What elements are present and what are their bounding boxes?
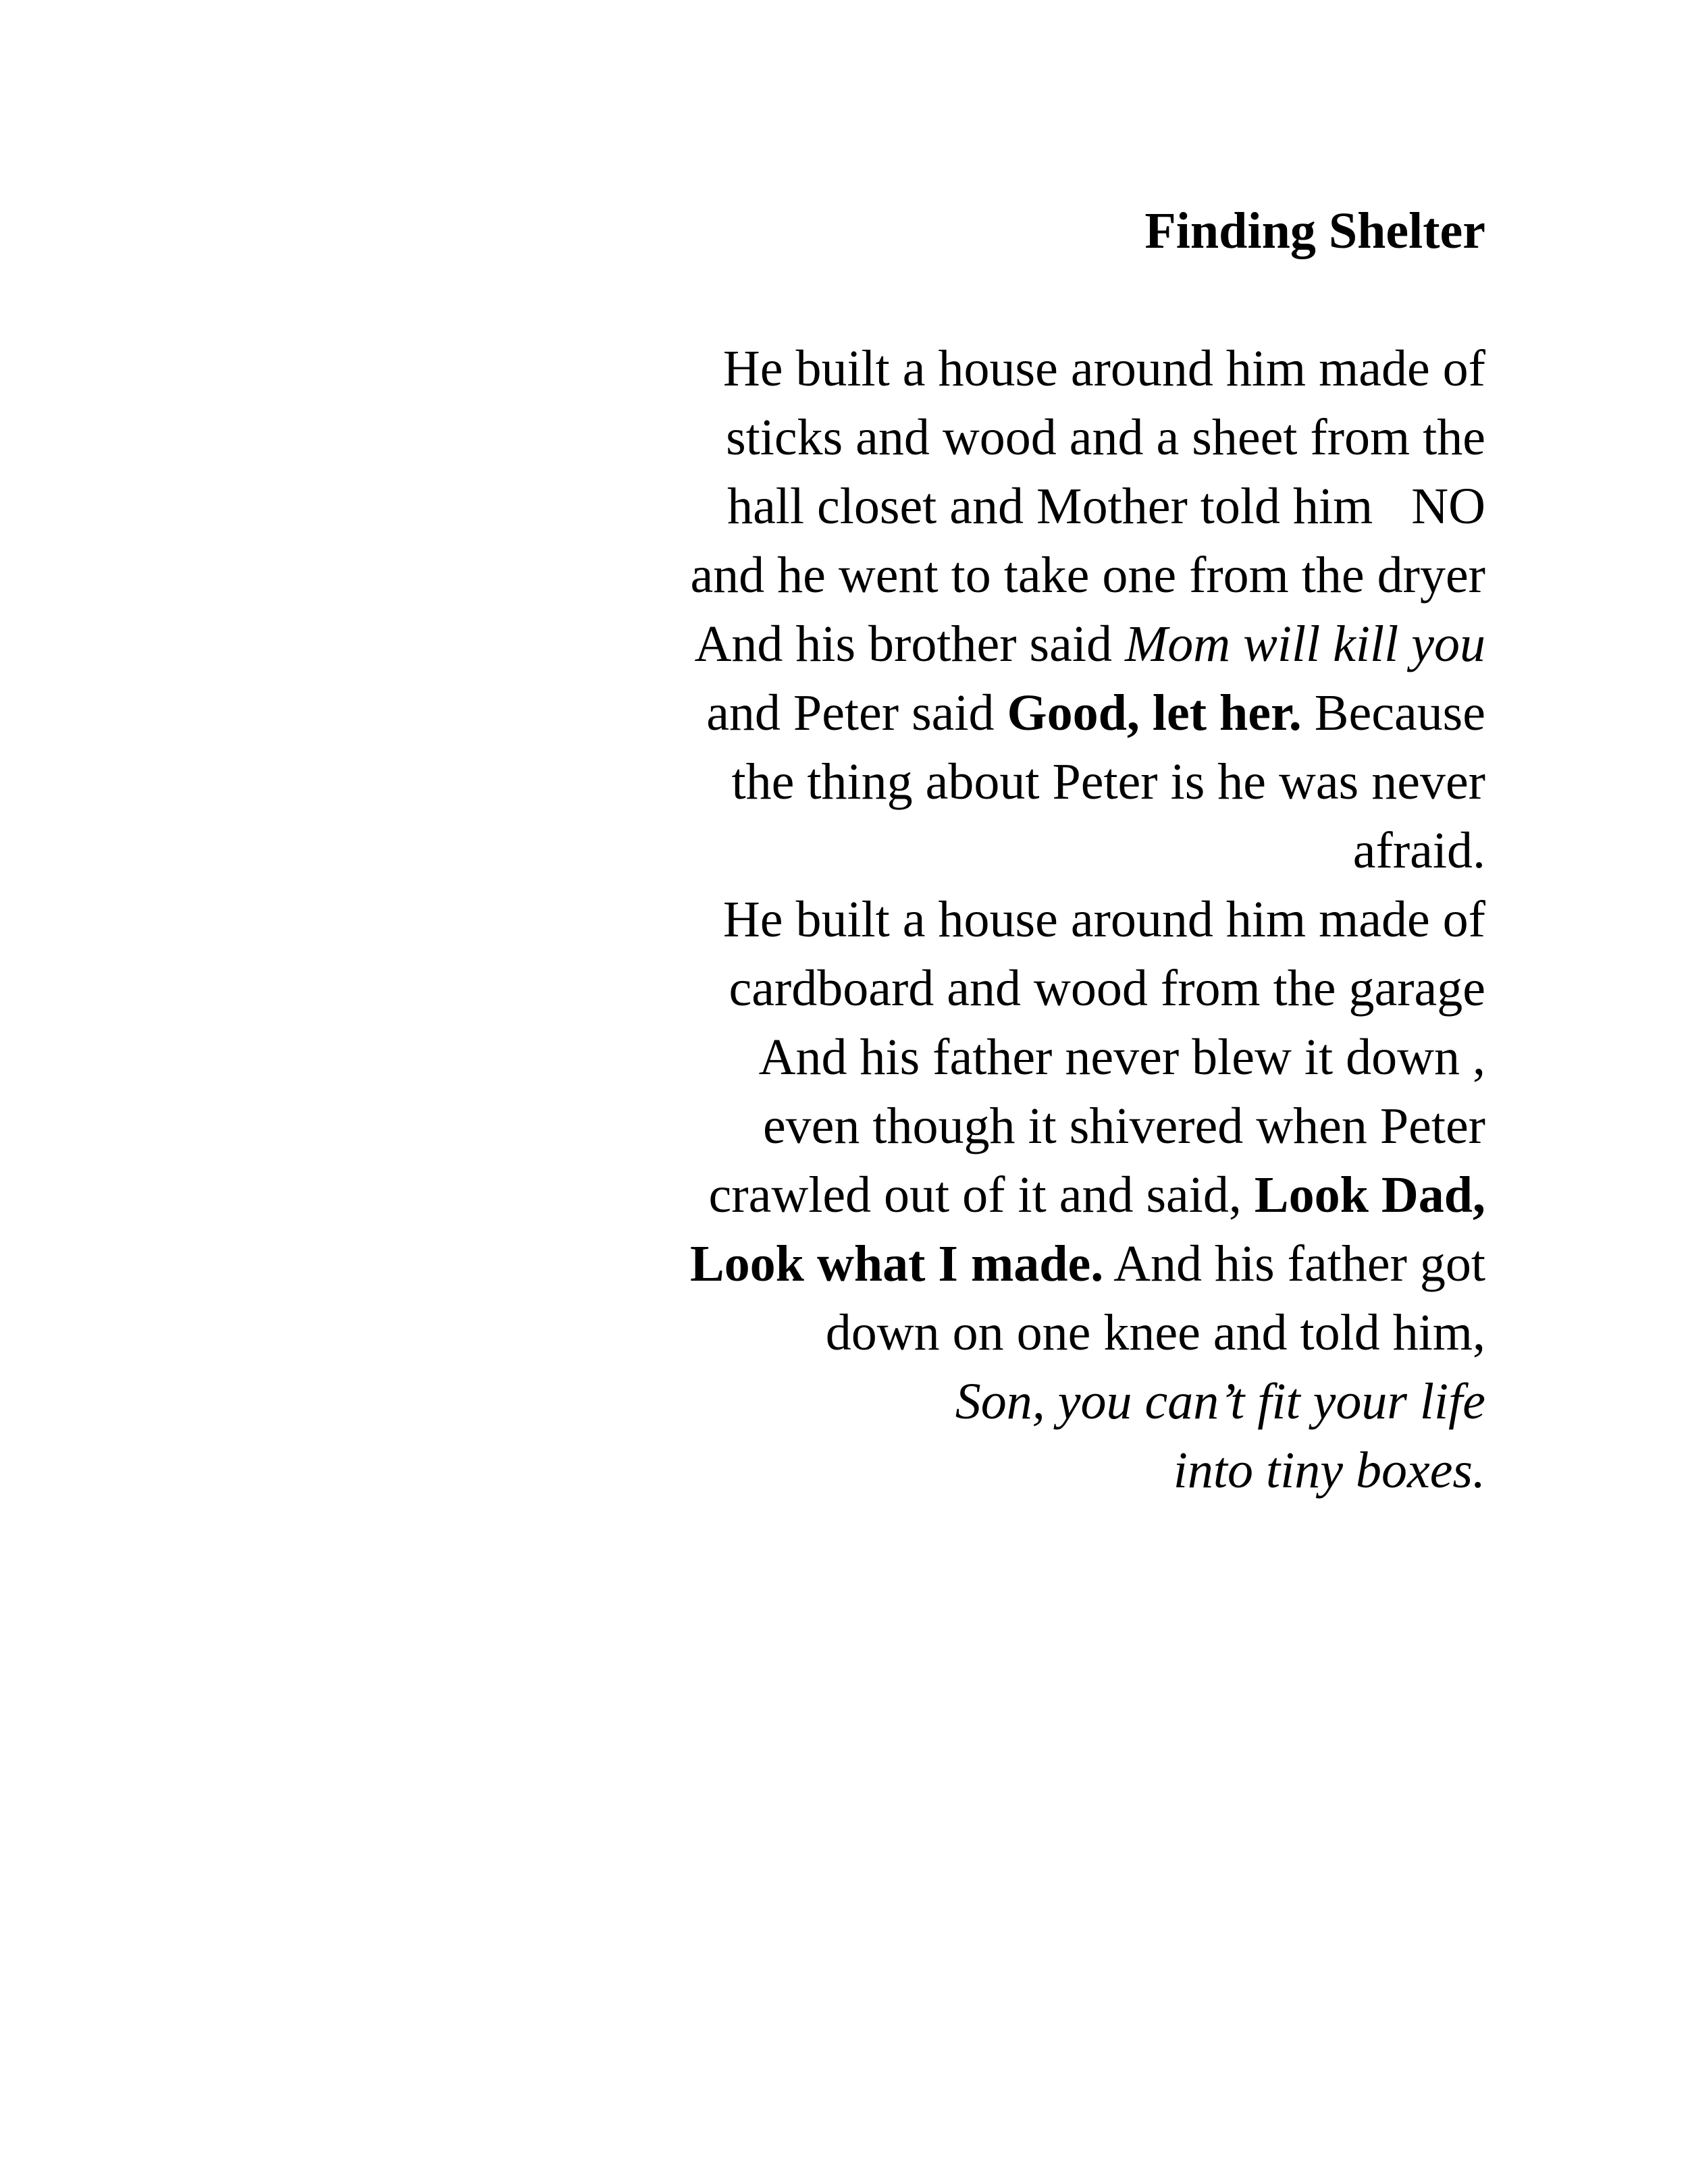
italic-text: Son, you can’t fit your life	[955, 1373, 1485, 1430]
poem-line	[473, 954, 1485, 1023]
poem-body	[473, 334, 1485, 1505]
line-text: and he went to take one from the dryer	[690, 547, 1485, 604]
bold-text: Good, let her.	[1007, 685, 1302, 741]
poem-line	[473, 1298, 1485, 1367]
line-text: even though it shivered when Peter	[762, 1098, 1485, 1154]
poem-line	[473, 1092, 1485, 1161]
bold-text: Look Dad,	[1254, 1167, 1485, 1223]
line-text: afraid.	[1352, 822, 1485, 879]
poem-line	[473, 1367, 1485, 1436]
poem-line	[473, 1229, 1485, 1298]
poem	[473, 197, 1485, 1505]
line-text: and Peter said	[706, 685, 1007, 741]
poem-line	[473, 1023, 1485, 1092]
poem-line	[473, 747, 1485, 816]
poem-line	[473, 541, 1485, 610]
line-text: And his father never blew it down ,	[758, 1029, 1485, 1086]
poem-line	[473, 472, 1485, 541]
line-text: And his father got	[1103, 1235, 1485, 1292]
italic-text: Mom will kill you	[1124, 616, 1485, 672]
poem-line	[473, 1436, 1485, 1505]
line-text: He built a house around him made of	[722, 340, 1485, 397]
poem-line	[473, 334, 1485, 403]
poem-line	[473, 1161, 1485, 1229]
line-text: sticks and wood and a sheet from the	[726, 409, 1485, 466]
line-text: hall closet and Mother told him NO	[727, 478, 1485, 535]
line-text: crawled out of it and said,	[708, 1167, 1255, 1223]
italic-text: into tiny boxes.	[1173, 1442, 1485, 1499]
poem-line	[473, 678, 1485, 747]
line-text: Because	[1301, 685, 1485, 741]
line-text: He built a house around him made of	[722, 891, 1485, 948]
line-text: down on one knee and told him,	[825, 1304, 1485, 1361]
line-text: cardboard and wood from the garage	[729, 960, 1485, 1017]
poem-line	[473, 816, 1485, 885]
poem-line	[473, 403, 1485, 472]
poem-line	[473, 885, 1485, 954]
line-text: the thing about Peter is he was never	[731, 753, 1485, 810]
poem-line	[473, 610, 1485, 678]
poem-title: Finding Shelter	[1144, 203, 1485, 259]
line-text: And his brother said	[694, 616, 1125, 672]
bold-text: Look what I made.	[689, 1235, 1104, 1292]
